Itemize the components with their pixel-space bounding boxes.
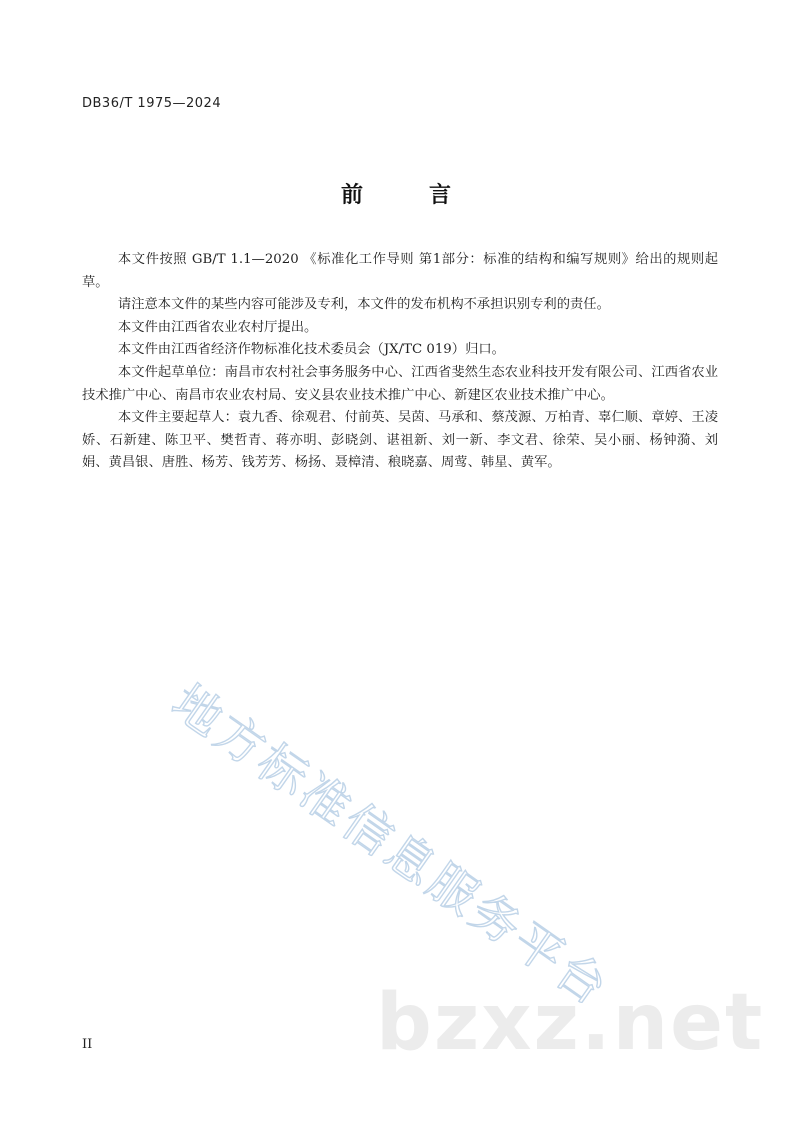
page-number: II bbox=[82, 1037, 93, 1052]
document-code: DB36/T 1975—2024 bbox=[82, 96, 222, 111]
paragraph-proposer: 本文件由江西省农业农村厅提出。 bbox=[117, 319, 318, 335]
paragraph-patent-notice: 请注意本文件的某些内容可能涉及专利，本文件的发布机构不承担识别专利的责任。 bbox=[117, 297, 610, 313]
paragraph-drafters: 本文件主要起草人：袁九香、徐观君、付前英、吴茵、马承和、蔡茂源、万柏青、辜仁顺、章婷、王凌娇、石新建、陈卫平、樊哲青、蒋亦明、彭晓剑、谌祖新、刘一新、李文君、徐荣、吴小丽、杨钟漪、刘娟、黄昌银、唐胜、杨芳、钱芳芳、杨扬、聂樟清、稂晓嘉、周莺、韩星、黄军。 bbox=[82, 410, 718, 471]
paragraph-drafting-rules: 本文件按照 GB/T 1.1—2020 《标准化工作导则 第1部分：标准的结构和编写规则》给出的规则起草。 bbox=[82, 252, 718, 290]
foreword-body bbox=[82, 249, 718, 475]
site-logo-watermark: bzxz.net bbox=[376, 978, 765, 1068]
platform-watermark: 地方标准信息服务平台 bbox=[161, 674, 620, 1019]
page-title: 前 言 bbox=[340, 183, 473, 208]
paragraph-committee: 本文件由江西省经济作物标准化技术委员会（JX/TC 019）归口。 bbox=[117, 342, 505, 358]
paragraph-drafting-units: 本文件起草单位：南昌市农村社会事务服务中心、江西省斐然生态农业科技开发有限公司、江西省农业技术推广中心、南昌市农业农村局、安义县农业技术推广中心、新建区农业技术推广中心。 bbox=[82, 364, 718, 403]
